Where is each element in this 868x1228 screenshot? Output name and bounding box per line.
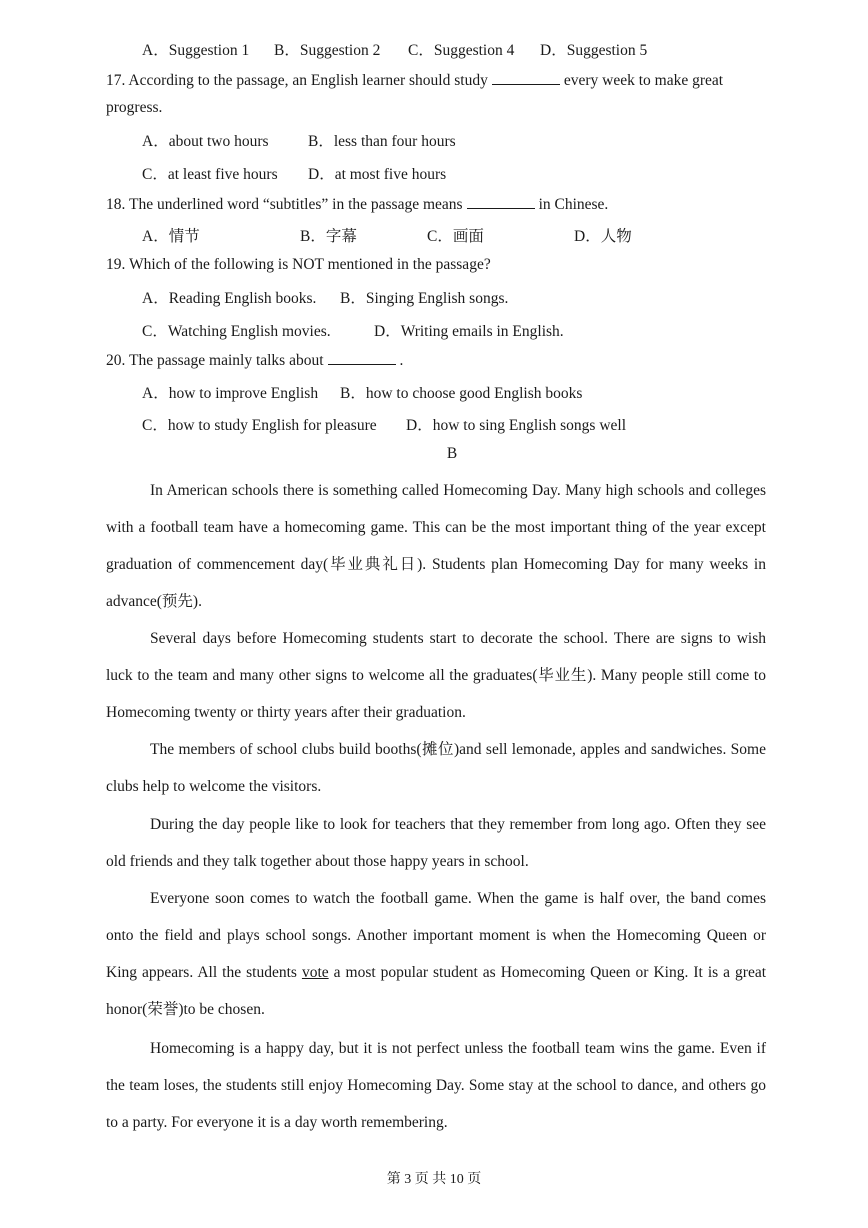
q17-blank <box>492 70 560 85</box>
paragraph-5-end: a most popular student as Homecoming Queen or King. It is a great honor(荣誉)to be chosen. <box>106 964 767 1018</box>
q18-option-b: B．字幕 <box>300 228 357 245</box>
q16-option-b: B．Suggestion 2 <box>274 42 381 59</box>
q19-option-a: A．Reading English books. <box>142 290 317 307</box>
q20-stem-end: . <box>399 352 404 369</box>
q18-stem-end: in Chinese. <box>538 196 609 213</box>
underlined-word-vote: vote <box>301 964 329 981</box>
passage-paragraph-5 <box>106 880 766 1028</box>
q17-stem-start: 17. According to the passage, an English learner should study <box>106 72 488 89</box>
paragraph-5-text <box>106 880 766 1028</box>
paragraph-2-text: Several days before Homecoming students start to decorate the school. There are signs to wish luck to the team and many other signs to welcome all the graduates(毕业生). Many people still come to Homecoming twenty or thirty years after their graduation. <box>106 630 766 721</box>
q17-stem <box>106 70 723 90</box>
q16-option-d: D．Suggestion 5 <box>540 42 648 59</box>
q19-option-b: B．Singing English songs. <box>340 290 509 307</box>
q17-option-a: A．about two hours <box>142 133 269 150</box>
q17-option-c: C．at least five hours <box>142 166 278 183</box>
passage-paragraph-6 <box>106 1030 766 1141</box>
q19-option-c: C．Watching English movies. <box>142 323 331 340</box>
q18-stem <box>106 194 608 214</box>
paragraph-6-text: Homecoming is a happy day, but it is not perfect unless the football team wins the game. Even if the team loses, the students still enjoy Homecoming Day. Some stay at the school to dance, and others go to a party. For everyone it is a day worth remembering. <box>106 1040 766 1131</box>
paragraph-4-text: During the day people like to look for teachers that they remember from long ago. Often they see old friends and they talk together about those happy years in school. <box>106 816 766 870</box>
q18-option-d: D．人物 <box>574 228 632 245</box>
passage-paragraph-4 <box>106 806 766 880</box>
paragraph-3-text: The members of school clubs build booths(摊位)and sell lemonade, apples and sandwiches. Some clubs help to welcome the visitors. <box>106 741 766 795</box>
paragraph-1-text: In American schools there is something called Homecoming Day. Many high schools and colleges with a football team have a homecoming game. This can be the most important thing of the year except graduation of commencement day(毕业典礼日). Students plan Homecoming Day for many weeks in advance(预先). <box>106 482 766 610</box>
section-label: B <box>446 445 458 462</box>
q18-option-a: A．情节 <box>142 228 200 245</box>
q17-option-d: D．at most five hours <box>308 166 447 183</box>
q17-stem-cont: progress. <box>106 99 163 116</box>
passage-paragraph-3 <box>106 731 766 805</box>
q19-stem: 19. Which of the following is NOT mentioned in the passage? <box>106 256 491 273</box>
q17-option-b: B．less than four hours <box>308 133 456 150</box>
q20-stem-start: 20. The passage mainly talks about <box>106 352 324 369</box>
q20-option-a: A．how to improve English <box>142 385 319 402</box>
q17-stem-end: every week to make great <box>563 72 724 89</box>
q18-option-c: C．画面 <box>427 228 484 245</box>
q20-option-b: B．how to choose good English books <box>340 385 583 402</box>
q18-stem-start: 18. The underlined word “subtitles” in the passage means <box>106 196 463 213</box>
page-number-footer: 第 3 页 共 10 页 <box>386 1172 482 1187</box>
q20-stem <box>106 350 403 370</box>
passage-paragraph-2 <box>106 620 766 731</box>
q20-option-d: D．how to sing English songs well <box>406 417 627 434</box>
paragraph-5-start: Everyone soon comes to watch the football game. When the game is half over, the band comes onto the field and plays school songs. Another important moment is when the Homecoming Queen or King appears. All the students <box>106 890 766 981</box>
q19-option-d: D．Writing emails in English. <box>374 323 564 340</box>
q20-option-c: C．how to study English for pleasure <box>142 417 377 434</box>
passage-paragraph-1 <box>106 472 766 620</box>
q20-blank <box>328 350 396 365</box>
q16-option-c: C．Suggestion 4 <box>408 42 515 59</box>
q18-blank <box>467 194 535 209</box>
q16-option-a: A．Suggestion 1 <box>142 42 250 59</box>
